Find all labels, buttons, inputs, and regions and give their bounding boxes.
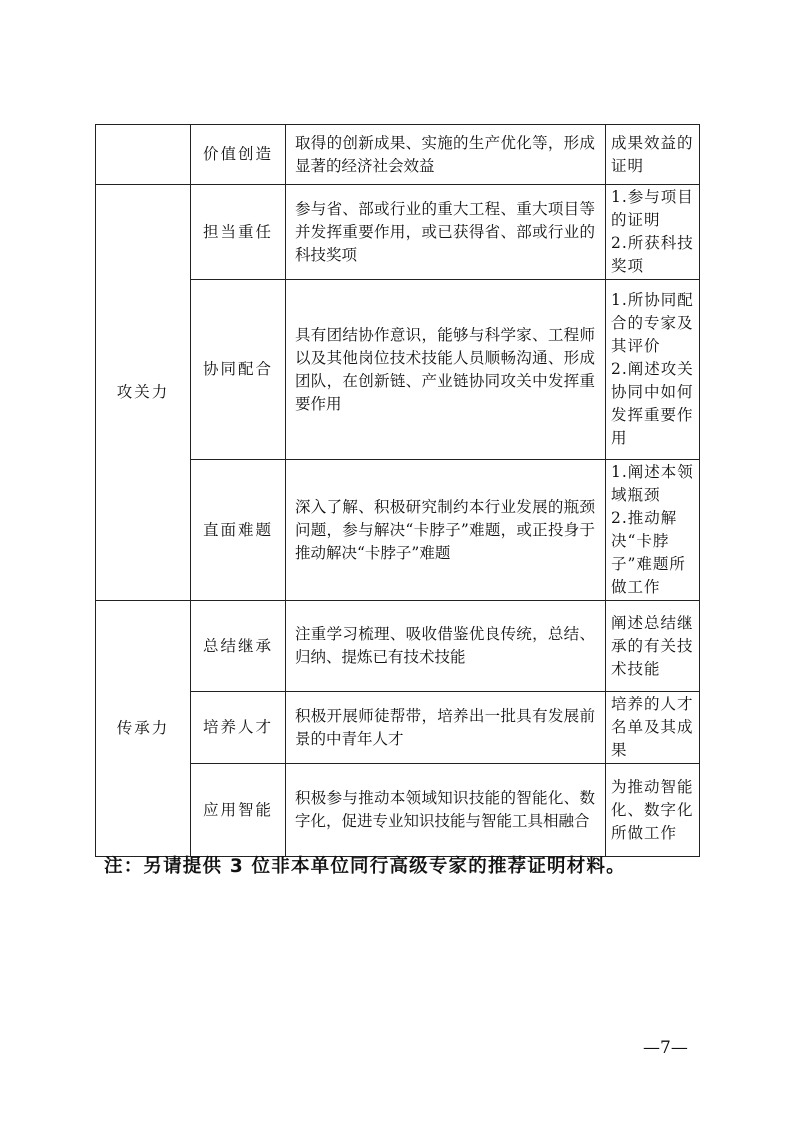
materials-cell: 成果效益的证明 (606, 125, 700, 185)
criterion-cell: 总结继承 (191, 601, 286, 692)
materials-cell: 1.阐述本领域瓶颈 2.推动解决“卡脖子”难题所做工作 (606, 460, 700, 601)
materials-cell: 为推动智能化、数字化所做工作 (606, 764, 700, 857)
requirement-cell: 积极开展师徒帮带，培养出一批具有发展前景的中青年人才 (286, 692, 606, 764)
criterion-cell: 应用智能 (191, 764, 286, 857)
requirement-cell: 深入了解、积极研究制约本行业发展的瓶颈问题，参与解决“卡脖子”难题，或正投身于推动解决“卡脖子”难题 (286, 460, 606, 601)
criteria-table (95, 124, 700, 857)
criterion-cell: 协同配合 (191, 280, 286, 460)
criterion-cell: 价值创造 (191, 125, 286, 185)
page-number: —7— (643, 1038, 688, 1058)
criterion-cell: 培养人才 (191, 692, 286, 764)
requirement-cell: 注重学习梳理、吸收借鉴优良传统，总结、归纳、提炼已有技术技能 (286, 601, 606, 692)
requirement-cell: 取得的创新成果、实施的生产优化等，形成显著的经济社会效益 (286, 125, 606, 185)
materials-cell: 1.参与项目的证明 2.所获科技奖项 (606, 185, 700, 280)
category-cell: 攻关力 (96, 185, 191, 601)
table-row (96, 125, 700, 185)
footnote: 注：另请提供 3 位非本单位同行高级专家的推荐证明材料。 (104, 856, 626, 877)
table-row (96, 601, 700, 692)
requirement-cell: 具有团结协作意识，能够与科学家、工程师以及其他岗位技术技能人员顺畅沟通、形成团队，在创新链、产业链协同攻关中发挥重要作用 (286, 280, 606, 460)
materials-cell: 培养的人才名单及其成果 (606, 692, 700, 764)
requirement-cell: 参与省、部或行业的重大工程、重大项目等并发挥重要作用，或已获得省、部或行业的科技奖项 (286, 185, 606, 280)
category-cell: 传承力 (96, 601, 191, 857)
category-cell (96, 125, 191, 185)
criterion-cell: 担当重任 (191, 185, 286, 280)
criterion-cell: 直面难题 (191, 460, 286, 601)
materials-cell: 1.所协同配合的专家及其评价 2.阐述攻关协同中如何发挥重要作用 (606, 280, 700, 460)
materials-cell: 阐述总结继承的有关技术技能 (606, 601, 700, 692)
table-row (96, 185, 700, 280)
requirement-cell: 积极参与推动本领域知识技能的智能化、数字化，促进专业知识技能与智能工具相融合 (286, 764, 606, 857)
